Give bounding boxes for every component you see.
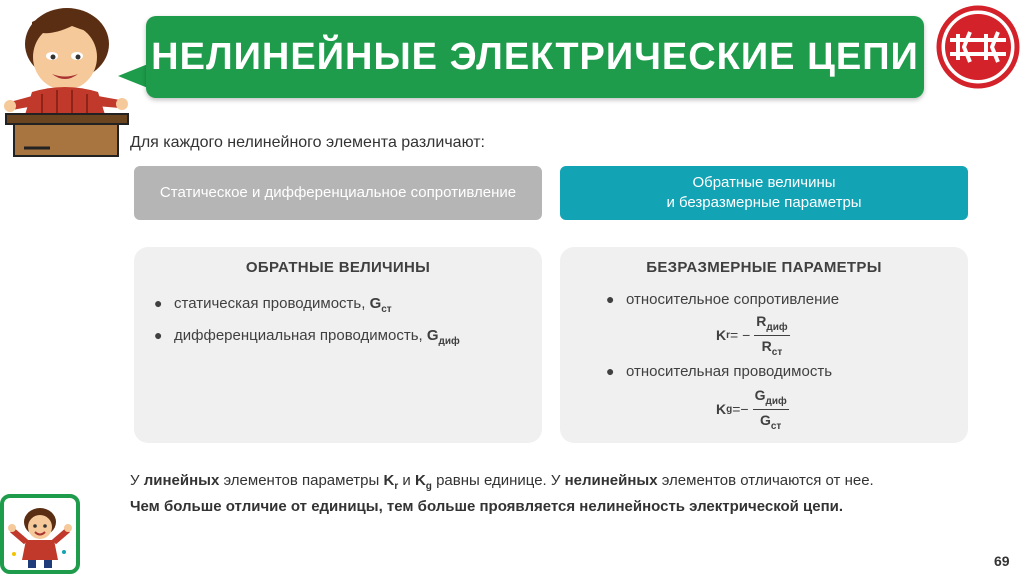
fraction-r: $\frac{R_{диф}}{R_{ст}}$ xyxy=(756,313,788,358)
paragraph-line1: У линейных элементов параметры $K_r$ и $K_g$ равны единице. У нелинейных элементов отличаются от нее. xyxy=(130,472,874,492)
list-item-relative-resistance: ● относительное сопротивление xyxy=(606,291,840,308)
formula-kg: K g =− $\frac{G_{диф}}{G_{ст}}$ xyxy=(716,387,787,432)
page-number: 69 xyxy=(994,553,1010,569)
card-inverse-quantities xyxy=(134,247,542,443)
title-bubble-tail xyxy=(118,64,148,88)
list-item-static-conductance: ● статическая проводимость, $G_{ст}$ xyxy=(154,295,392,315)
title-banner xyxy=(146,16,924,98)
mascot-boy-celebrating-icon xyxy=(0,494,80,574)
paragraph-line2: Чем больше отличие от единицы, тем больше проявляется нелинейность электрической цепи. xyxy=(130,498,844,515)
tab-left-label: Статическое и дифференциальное сопротивление xyxy=(159,184,517,201)
bullet-icon: ● xyxy=(154,295,163,311)
tab-right-label-line2: и безразмерные параметры xyxy=(666,194,862,211)
formula-kr: K r = − $\frac{R_{диф}}{R_{ст}}$ xyxy=(716,313,788,358)
tab-static-differential-resistance[interactable] xyxy=(134,166,542,220)
tab-right-label-line1: Обратные величины xyxy=(692,174,836,191)
page-title: НЕЛИНЕЙНЫЕ ЭЛЕКТРИЧЕСКИЕ ЦЕПИ xyxy=(151,35,919,78)
mascot-boy-podium-icon xyxy=(2,2,132,158)
card-left-title: ОБРАТНЫЕ ВЕЛИЧИНЫ xyxy=(245,259,431,276)
college-logo-icon xyxy=(934,4,1022,90)
bullet-icon: ● xyxy=(606,291,615,307)
list-item-differential-conductance: ● дифференциальная проводимость, $G_{диф}$ xyxy=(154,327,460,347)
intro-text: Для каждого нелинейного элемента различают: xyxy=(130,134,485,151)
bullet-icon: ● xyxy=(606,363,615,379)
list-item-relative-conductance: ● относительная проводимость xyxy=(606,363,833,380)
bullet-icon: ● xyxy=(154,327,163,343)
tab-inverse-dimensionless[interactable] xyxy=(560,166,968,220)
card-dimensionless-parameters xyxy=(560,247,968,443)
fraction-g: $\frac{G_{диф}}{G_{ст}}$ xyxy=(754,387,787,432)
card-right-title: БЕЗРАЗМЕРНЫЕ ПАРАМЕТРЫ xyxy=(646,259,882,276)
